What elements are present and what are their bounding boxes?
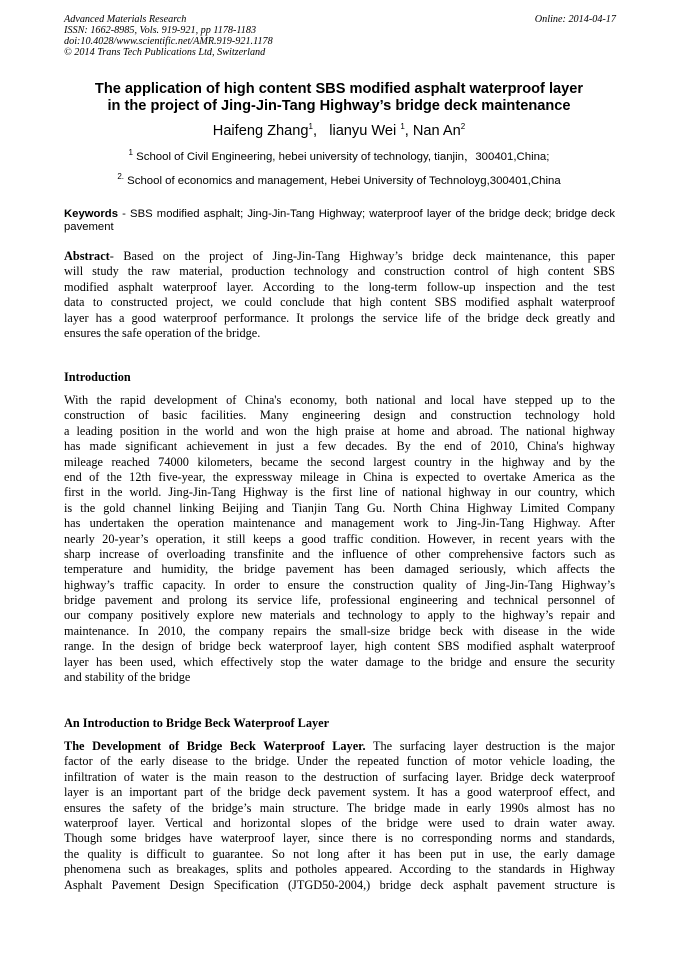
paragraph-line: range. In the design of bridge beck waterproof layer, high content SBS modified asphalt waterproof xyxy=(64,639,615,654)
paragraph-line: sharp increase of overloading transfinite and the influence of other comprehensive factors such as xyxy=(64,546,615,561)
author-separator: , xyxy=(404,123,413,139)
paragraph-line: first in the world. Jing-Jin-Tang Highway is the first line of national highway in our country, which xyxy=(64,485,615,500)
paragraph-line: and stability of the bridge xyxy=(64,670,191,685)
paragraph-line xyxy=(64,739,615,754)
paragraph-line: is the gold channel linking Beijing and Tianjin Tang Gu. North China Highway Limited Company xyxy=(64,500,615,515)
abstract-line: will study the raw material, production technology and construction control of high content SBS xyxy=(64,264,615,279)
paragraph-line: Though some bridges have waterproof layer, since there is no corresponding norms and standards, xyxy=(64,831,615,846)
paragraph-line: waterproof layer. Vertical and horizontal slopes of the bridge were used to drain water away. xyxy=(64,815,615,830)
author-separator: , xyxy=(312,123,330,139)
affiliation-1 xyxy=(0,148,678,164)
online-date: Online: 2014-04-17 xyxy=(534,14,616,25)
affiliation-text: School of Civil Engineering, hebei university of technology, tianjin，300401,China; xyxy=(133,151,550,163)
affiliation-2 xyxy=(0,172,678,188)
paragraph-line: the quality is difficult to guarantee. So not long after it has been put in use, the early damage xyxy=(64,846,615,861)
paragraph-line: highway’s traffic capacity. In order to ensure the construction quality of Jing-Jin-Tang Highway’s xyxy=(64,577,615,592)
paragraph-line: end of the 12th five-year, the expressway mileage in China is expected to overtake America as the xyxy=(64,469,615,484)
title-line-1: The application of high content SBS modified asphalt waterproof layer xyxy=(94,81,584,97)
abstract-line: layer has a good waterproof performance. It prolongs the service life of the bridge deck greatly and xyxy=(64,310,615,325)
author-name: lianyu Wei xyxy=(329,123,401,139)
abstract-line: ensures the safe operation of the bridge. xyxy=(64,325,261,340)
paragraph-line: Asphalt Pavement Design Specification (JTGD50-2004,) bridge deck asphalt pavement structure is xyxy=(64,877,615,892)
paragraph-line: maintenance. In 2010, the company repairs the small-size bridge beck with disease in the wide xyxy=(64,623,615,638)
paragraph-line: nearly 20-year’s operation, it still keeps a good traffic condition. However, in recent years with the xyxy=(64,531,615,546)
journal-copyright: © 2014 Trans Tech Publications Ltd, Switzerland xyxy=(64,47,266,58)
paper-title xyxy=(40,81,638,115)
paragraph-line: bridge pavement and prolong its service life, professional engineering and technical personnel of xyxy=(64,593,615,608)
section-paragraph xyxy=(64,739,615,893)
author-list xyxy=(0,122,678,140)
paragraph-line: has undertaken the operation maintenance and management work to Jing-Jin-Tang Highway. After xyxy=(64,516,615,531)
paragraph-line: phenomena such as breakages, splits and potholes appeared. According to the standards in Highway xyxy=(64,862,615,877)
abstract-label: Abstract xyxy=(64,249,110,263)
paragraph-line: With the rapid development of China's economy, both national and local have stepped up to the xyxy=(64,393,615,407)
paragraph-line: temperature and humidity, the bridge pavement has been damaged seriously, which affects the xyxy=(64,562,615,577)
paragraph-line: has made significant achievement in just a few decades. By the end of 2010, China's highway xyxy=(64,439,615,454)
author-affiliation-mark: 1 xyxy=(400,122,405,132)
author-name: Nan An xyxy=(412,123,461,139)
paragraph-line: layer has been used, which effectively stop the water damage to the bridge and ensure the security xyxy=(64,654,615,669)
paragraph-line: factor of the early disease to the bridge. Under the repeated function of motor vehicle loading, the xyxy=(64,754,615,769)
keywords-text: - SBS modified asphalt; Jing-Jin-Tang Highway; waterproof layer of the bridge deck; bridge deck pavement xyxy=(64,208,615,233)
title-line-2: in the project of Jing-Jin-Tang Highway’s bridge deck maintenance xyxy=(107,98,571,114)
abstract-line: modified asphalt waterproof layer. According to the long-term follow-up inspection and the test xyxy=(64,279,615,294)
journal-doi: doi:10.4028/www.scientific.net/AMR.919-921.1178 xyxy=(64,36,273,47)
paragraph-text: The surfacing layer destruction is the major xyxy=(365,739,615,753)
introduction-paragraph xyxy=(64,393,615,685)
paragraph-line: layer is an important part of the bridge deck pavement system. It has a good waterproof effect, and xyxy=(64,785,615,800)
paragraph-line: construction of basic facilities. Many engineering design and construction technology hold xyxy=(64,408,615,423)
keywords-label: Keywords xyxy=(64,208,118,220)
abstract-line xyxy=(64,249,615,264)
affiliation-text: School of economics and management, Hebei University of Technoloyg,300401,China xyxy=(123,175,561,187)
section-heading: An Introduction to Bridge Beck Waterproof Layer xyxy=(64,716,330,730)
introduction-heading: Introduction xyxy=(64,370,131,384)
subsection-heading: The Development of Bridge Beck Waterproof Layer. xyxy=(64,739,366,753)
journal-name: Advanced Materials Research xyxy=(64,14,187,25)
journal-issn: ISSN: 1662-8985, Vols. 919-921, pp 1178-1183 xyxy=(64,25,257,36)
paragraph-line: our company positively explore new materials and technology to apply to the highway’s repair and xyxy=(64,608,615,623)
abstract xyxy=(64,249,615,341)
abstract-text: - Based on the project of Jing-Jin-Tang Highway’s bridge deck maintenance, this paper xyxy=(109,249,615,263)
paragraph-line: ensures the safety of the bridge’s main structure. The bridge made in early 1990s almost has no xyxy=(64,800,615,815)
paragraph-line: mileage reached 74000 kilometers, became the second largest country in the highway and by the xyxy=(64,454,615,469)
keywords xyxy=(64,208,615,234)
author-affiliation-mark: 1 xyxy=(308,122,313,132)
author-affiliation-mark: 2 xyxy=(460,122,466,132)
abstract-line: data to constructed project, we could conclude that high content SBS modified asphalt waterproof xyxy=(64,295,615,310)
journal-header xyxy=(64,14,616,58)
paragraph-line: a leading position in the world and won the high praise at home and abroad. The national highway xyxy=(64,423,615,438)
affiliation-mark: 1 xyxy=(128,148,133,158)
paragraph-line: infiltration of water is the main reason to the destruction of surfacing layer. Bridge deck waterproof xyxy=(64,769,615,784)
author-name: Haifeng Zhang xyxy=(212,123,309,139)
affiliation-mark: 2. xyxy=(117,172,124,182)
